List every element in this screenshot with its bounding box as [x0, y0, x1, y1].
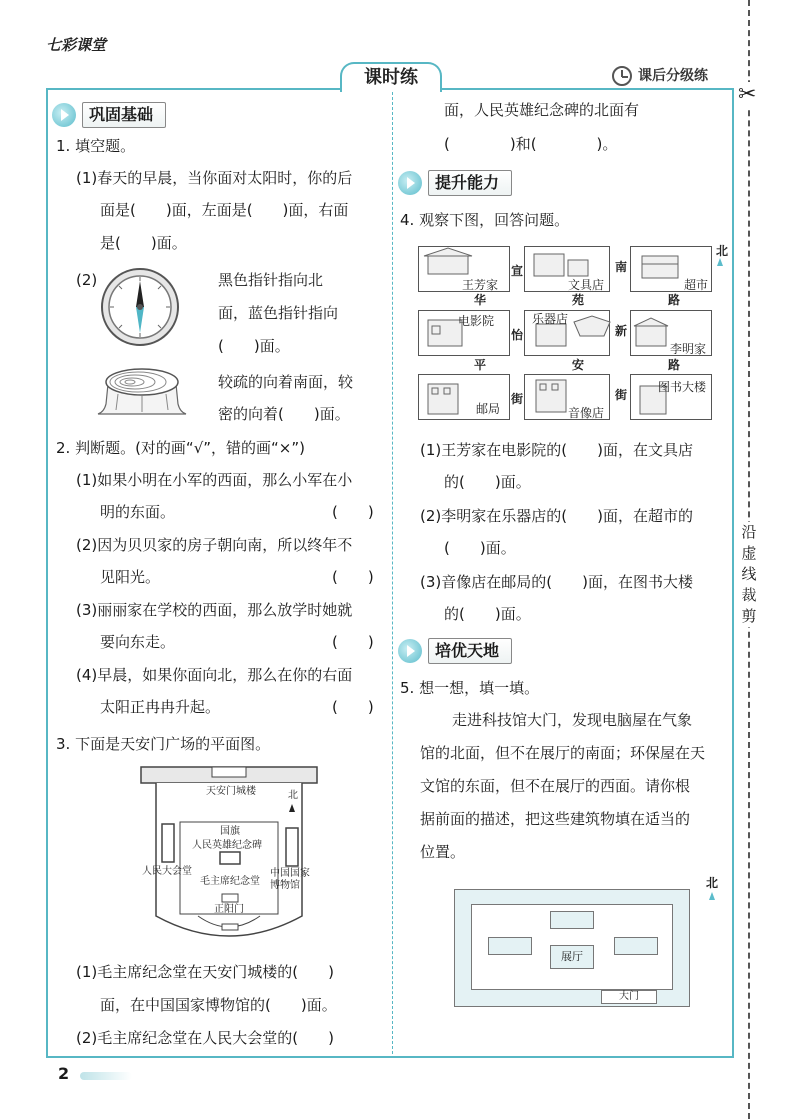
q1-p1-line1: (1)春天的早晨，当你面对太阳时，你的后 [76, 169, 353, 187]
section-label: 培优天地 [428, 638, 512, 664]
q5-para-line2: 馆的北面，但不在展厅的南面；环保屋在天 [420, 744, 706, 762]
q2-i4-line1: (4)早晨，如果你面向北，那么在你的右面 [76, 666, 353, 684]
q1-p2-line1: 黑色指针指向北 [218, 271, 324, 289]
q1-p3-line2: 密的向着( )面。 [218, 405, 350, 423]
q2-title: 2. 判断题。(对的画“√”，错的画“×”) [56, 439, 305, 457]
q1-p2-line2: 面，蓝色指针指向 [218, 304, 339, 322]
label-museum-line1: 中国国家 [270, 868, 310, 879]
q3-title: 3. 下面是天安门广场的平面图。 [56, 735, 271, 753]
layout-box-east[interactable] [614, 937, 658, 955]
scissors-icon: ✂ [738, 82, 757, 107]
q4-a1-line2: 的( )面。 [444, 473, 531, 491]
layout-box-north[interactable] [550, 911, 594, 929]
q2-i3-answer[interactable]: ( ) [332, 633, 374, 651]
brand-logo: 七彩课堂 [46, 36, 107, 54]
map-label-instrument: 乐器店 [532, 312, 569, 326]
tiananmen-square-map [140, 766, 318, 944]
q4-a2-line1: (2)李明家在乐器店的( )面，在超市的 [420, 507, 693, 525]
map-label-stationery: 文具店 [568, 278, 605, 292]
page-number-bar [80, 1072, 132, 1080]
layout-exhibition-hall: 展厅 [550, 945, 594, 969]
q2-i2-line1: (2)因为贝贝家的房子朝向南，所以终年不 [76, 536, 353, 554]
q1-p2-number: (2) [76, 271, 98, 289]
q4-title: 4. 观察下图，回答问题。 [400, 211, 570, 229]
label-memorial-hall: 毛主席纪念堂 [200, 876, 260, 887]
q4-a2-line2: ( )面。 [444, 539, 516, 557]
street-nanxin-2: 新 [615, 324, 628, 338]
road-huayuan-1: 华 [474, 293, 487, 307]
q4-a1-line1: (1)王芳家在电影院的( )面，在文具店 [420, 441, 693, 459]
layout-box-west[interactable] [488, 937, 532, 955]
label-great-hall: 人民大会堂 [142, 866, 192, 877]
map-label-cinema: 电影院 [458, 314, 495, 328]
map-label-post: 邮局 [476, 402, 501, 416]
science-museum-layout [454, 889, 690, 1007]
q2-i1-line2: 明的东面。 [100, 503, 176, 521]
tree-stump-figure [96, 362, 188, 416]
north-arrow-icon [709, 892, 715, 900]
layout-main-gate: 大门 [601, 990, 657, 1004]
q5-para-line4: 据前面的描述，把这些建筑物填在适当的 [420, 810, 691, 828]
road-huayuan-3: 路 [668, 293, 681, 307]
section-header-advance [398, 170, 512, 196]
street-map [414, 246, 732, 424]
section-header-basic [52, 102, 166, 128]
label-monument: 人民英雄纪念碑 [192, 840, 262, 851]
map-label-library: 图书大楼 [658, 380, 707, 394]
play-icon [398, 171, 422, 195]
label-museum-line2: 博物馆 [270, 880, 300, 891]
play-icon [398, 639, 422, 663]
street-nanxin-3: 街 [615, 388, 628, 402]
page-number: 2 [58, 1064, 70, 1083]
road-pingan-1: 平 [474, 358, 487, 372]
section-label: 提升能力 [428, 170, 512, 196]
street-xuanyi-2: 怡 [511, 328, 524, 342]
road-huayuan-2: 苑 [572, 293, 585, 307]
q5-para-line5: 位置。 [420, 843, 466, 861]
map-label-wangfang: 王芳家 [462, 278, 499, 292]
q5-title: 5. 想一想，填一填。 [400, 679, 540, 697]
header-subtitle-text: 课后分级练 [638, 68, 708, 84]
q3-a2-line2: 面，人民英雄纪念碑的北面有 [444, 101, 640, 119]
page-title: 课时练 [340, 62, 442, 92]
q5-para-line1: 走进科技馆大门，发现电脑屋在气象 [452, 711, 693, 729]
street-xuanyi-1: 宣 [511, 264, 524, 278]
q3-a1-line2: 面，在中国国家博物馆的( )面。 [100, 996, 337, 1014]
compass-figure [100, 267, 180, 347]
road-pingan-3: 路 [668, 358, 681, 372]
q5-para-line3: 文馆的东面，但不在展厅的西面。请你根 [420, 777, 691, 795]
q3-a2-line3: ( )和( )。 [444, 135, 618, 153]
q3-a1-line1: (1)毛主席纪念堂在天安门城楼的( ) [76, 963, 334, 981]
map-label-supermarket: 超市 [684, 278, 709, 292]
north-label: 北 [288, 790, 298, 801]
label-tiananmen-gate: 天安门城楼 [206, 786, 256, 797]
section-label: 巩固基础 [82, 102, 166, 128]
q1-title: 1. 填空题。 [56, 137, 136, 155]
section-header-enrichment [398, 638, 512, 664]
q2-i2-answer[interactable]: ( ) [332, 568, 374, 586]
q1-p3-line1: 较疏的向着南面，较 [218, 373, 354, 391]
cut-label: 沿虚线裁剪 [739, 522, 759, 627]
q3-a2-line1: (2)毛主席纪念堂在人民大会堂的( ) [76, 1029, 334, 1047]
label-flag: 国旗 [220, 826, 240, 837]
q2-i1-answer[interactable]: ( ) [332, 503, 374, 521]
street-nanxin-1: 南 [615, 260, 628, 274]
q4-a3-line2: 的( )面。 [444, 605, 531, 623]
layout-inner-area [471, 904, 673, 990]
q1-p1-line3: 是( )面。 [100, 234, 187, 252]
map-label-liming: 李明家 [670, 342, 707, 356]
q2-i1-line1: (1)如果小明在小军的西面，那么小军在小 [76, 471, 353, 489]
map-buildings [414, 246, 732, 424]
road-pingan-2: 安 [572, 358, 585, 372]
q1-p2-line3: ( )面。 [218, 337, 290, 355]
q2-i3-line2: 要向东走。 [100, 633, 176, 651]
column-divider [392, 92, 393, 1054]
header-subtitle [612, 64, 708, 88]
q2-i4-answer[interactable]: ( ) [332, 698, 374, 716]
map-north-label: 北 [716, 244, 729, 258]
play-icon [52, 103, 76, 127]
q1-p1-line2: 面是( )面，左面是( )面，右面 [100, 201, 349, 219]
q2-i3-line1: (3)丽丽家在学校的西面，那么放学时她就 [76, 601, 353, 619]
q2-i4-line2: 太阳正冉冉升起。 [100, 698, 221, 716]
street-xuanyi-3: 街 [511, 392, 524, 406]
q4-a3-line1: (3)音像店在邮局的( )面，在图书大楼 [420, 573, 693, 591]
clock-icon [612, 66, 632, 86]
label-zhengyangmen: 正阳门 [214, 904, 244, 915]
q2-i2-line2: 见阳光。 [100, 568, 161, 586]
map-label-audio: 音像店 [568, 406, 605, 420]
layout-north-label: 北 [706, 876, 719, 890]
